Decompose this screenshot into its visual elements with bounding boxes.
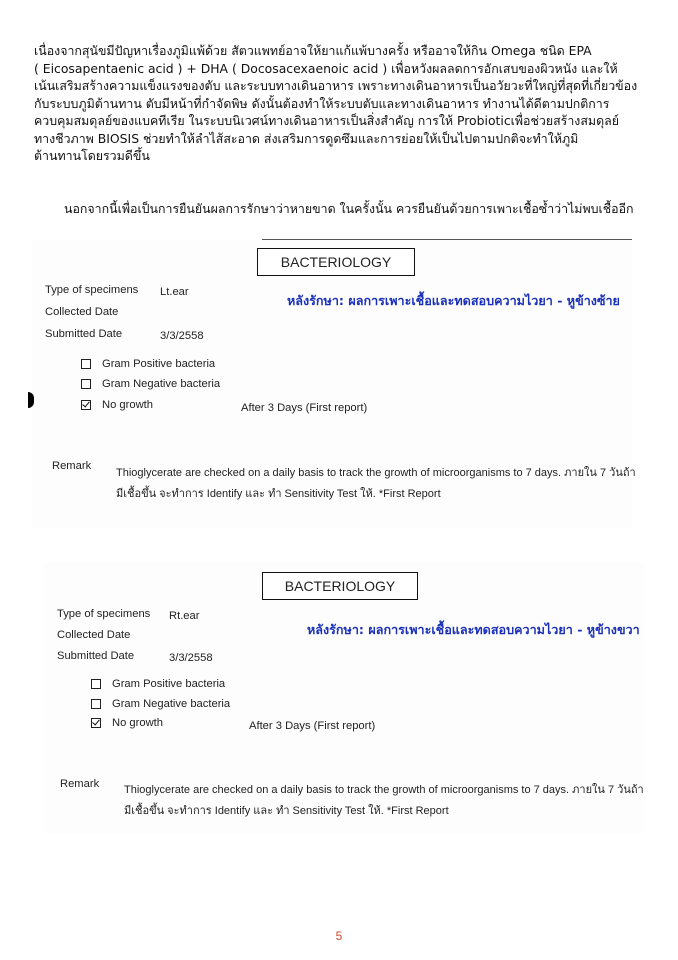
paragraph-line: ต้านทานโดยรวมดีขึ้น bbox=[34, 148, 150, 163]
remark-line: มีเชื้อขึ้น จะทำการ Identify และ ทำ Sensitivity Test ให้. *First Report bbox=[124, 805, 449, 817]
paragraph-line: กับระบบภูมิต้านทาน ตับมีหน้าที่กำจัดพิษ ดังนั้นต้องทำให้ระบบตับและทางเดินอาหาร ทำงานได้ดีตามปกติการ bbox=[34, 95, 610, 111]
report-timing: After 3 Days (First report) bbox=[241, 402, 368, 414]
report-title: BACTERIOLOGY bbox=[257, 248, 415, 276]
report-timing: After 3 Days (First report) bbox=[249, 720, 376, 732]
paragraph-line: เน้นเสริมสร้างความแข็งแรงของตับ และระบบทางเดินอาหาร เพราะทางเดินอาหารเป็นอวัยวะที่ใหญ่ที่สุดที่เกี่ยวข้อง bbox=[34, 78, 638, 93]
page-number: 5 bbox=[335, 929, 343, 943]
checked-checkbox-icon bbox=[91, 718, 101, 728]
collected-date-label: Collected Date bbox=[57, 629, 131, 641]
type-of-specimens-value: Lt.ear bbox=[160, 286, 189, 298]
option-gram-negative bbox=[91, 698, 230, 710]
option-gram-negative bbox=[81, 378, 220, 390]
option-gram-positive bbox=[91, 678, 225, 690]
checked-checkbox-icon bbox=[81, 400, 91, 410]
submitted-date-value: 3/3/2558 bbox=[169, 652, 213, 664]
remark-text bbox=[116, 463, 636, 505]
type-of-specimens-label: Type of specimens bbox=[45, 284, 139, 296]
checkbox-icon bbox=[81, 359, 91, 369]
option-label: Gram Negative bacteria bbox=[102, 378, 221, 390]
after-treatment-annotation: หลังรักษา: ผลการเพาะเชื้อและทดสอบความไวยา - หูข้างขวา bbox=[307, 622, 640, 637]
remark-label: Remark bbox=[60, 778, 100, 790]
paragraph-line: เนื่องจากสุนัขมีปัญหาเรื่องภูมิแพ้ด้วย สัตวแพทย์อาจให้ยาแก้แพ้บางครั้ง หรืออาจให้กิน Omega ชนิด EPA bbox=[34, 43, 592, 58]
remark-line: Thioglycerate are checked on a daily basis to track the growth of microorganisms to 7 days. ภายใน 7 วันถ้า bbox=[116, 467, 636, 479]
after-treatment-annotation: หลังรักษา: ผลการเพาะเชื้อและทดสอบความไวยา - หูข้างซ้าย bbox=[287, 293, 620, 308]
option-label: Gram Positive bacteria bbox=[112, 678, 226, 690]
type-of-specimens-value: Rt.ear bbox=[169, 610, 200, 622]
checkbox-icon bbox=[91, 699, 101, 709]
submitted-date-value: 3/3/2558 bbox=[160, 330, 204, 342]
option-no-growth bbox=[91, 717, 163, 729]
paragraph-line: ควบคุมสมดุลย์ของแบคทีเรีย ในระบบนิเวศน์ทางเดินอาหารเป็นสิ่งสำคัญ การให้ Probioticเพื่อช่วยสร้างสมดุลย์ bbox=[34, 113, 619, 128]
intro-paragraph bbox=[34, 42, 649, 165]
report-title: BACTERIOLOGY bbox=[262, 572, 418, 600]
bacteriology-report-right-ear bbox=[44, 562, 644, 834]
collected-date-label: Collected Date bbox=[45, 306, 119, 318]
submitted-date-label: Submitted Date bbox=[57, 650, 135, 662]
remark-line: Thioglycerate are checked on a daily basis to track the growth of microorganisms to 7 days. ภายใน 7 วันถ้า bbox=[124, 784, 644, 796]
option-label: Gram Positive bacteria bbox=[102, 358, 216, 370]
checkbox-icon bbox=[81, 379, 91, 389]
paragraph-line: ทางชีวภาพ BIOSIS ช่วยทำให้ลำไส้สะอาด ส่งเสริมการดูดซึมและการย่อยให้เป็นไปตามปกติจะทำให้ภูมิ bbox=[34, 130, 579, 146]
option-label: No growth bbox=[102, 399, 153, 411]
remark-text bbox=[124, 780, 644, 822]
option-label: Gram Negative bacteria bbox=[112, 698, 231, 710]
type-of-specimens-label: Type of specimens bbox=[57, 608, 151, 620]
submitted-date-label: Submitted Date bbox=[45, 328, 123, 340]
bacteriology-report-left-ear bbox=[32, 240, 636, 528]
remark-label: Remark bbox=[52, 460, 92, 472]
remark-line: มีเชื้อขึ้น จะทำการ Identify และ ทำ Sensitivity Test ให้. *First Report bbox=[116, 488, 441, 500]
paragraph-line: ( Eicosapentaenic acid ) + DHA ( Docosacexaenoic acid ) เพื่อหวังผลลดการอักเสบของผิวหนัง และให้ bbox=[34, 60, 618, 76]
confirmation-note: นอกจากนี้เพื่อเป็นการยืนยันผลการรักษาว่าหายขาด ในครั้งนั้น ควรยืนยันด้วยการเพาะเชื้อซ้ำว่าไม่พบเชื้ออีก bbox=[64, 201, 634, 216]
checkbox-icon bbox=[91, 679, 101, 689]
option-label: No growth bbox=[112, 717, 163, 729]
option-gram-positive bbox=[81, 358, 215, 370]
option-no-growth bbox=[81, 399, 153, 411]
